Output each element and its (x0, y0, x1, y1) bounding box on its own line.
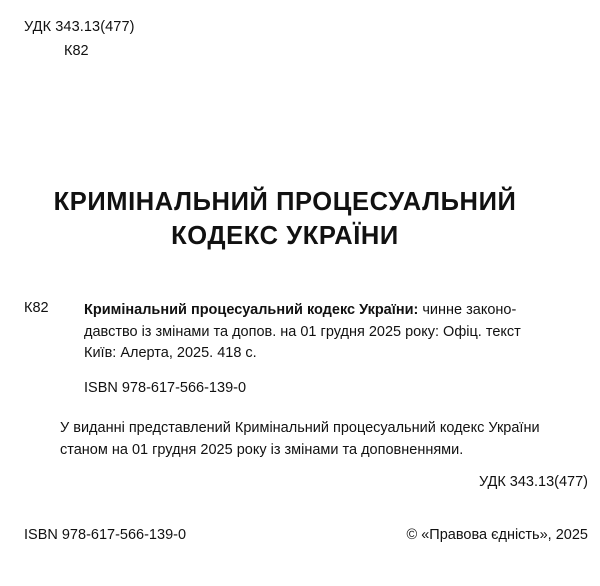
book-title-line-2: КОДЕКС УКРАЇНИ (171, 222, 399, 250)
author-code-top: К82 (64, 43, 89, 59)
catalog-card-isbn: ISBN 978-617-566-139-0 (84, 380, 247, 396)
catalog-card-title: Кримінальний процесуальний кодекс України: (84, 302, 419, 318)
catalog-card-description (84, 300, 590, 365)
book-title-line-1: КРИМІНАЛЬНИЙ ПРОЦЕСУАЛЬНИЙ (53, 188, 517, 216)
udk-code-top: УДК 343.13(477) (24, 19, 135, 35)
catalog-card-line-1 (84, 300, 590, 322)
catalog-card-line-1-rest: чинне законо- (418, 302, 517, 318)
annotation (60, 418, 590, 461)
catalog-card-line-3: Київ: Алерта, 2025. 418 с. (84, 345, 257, 361)
catalog-card-line-2: давство із змінами та допов. на 01 грудня 2025 року: Офіц. текст (84, 323, 521, 340)
copyright: © «Правова єдність», 2025 (406, 527, 588, 543)
annotation-line-2: станом на 01 грудня 2025 року із змінами та доповненнями. (60, 441, 464, 458)
isbn-bottom: ISBN 978-617-566-139-0 (24, 527, 187, 543)
annotation-line-1: У виданні представлений Кримінальний процесуальний кодекс України (60, 420, 540, 436)
catalog-card-code: К82 (24, 300, 49, 316)
udk-code-bottom: УДК 343.13(477) (478, 474, 588, 490)
book-title (0, 185, 570, 253)
